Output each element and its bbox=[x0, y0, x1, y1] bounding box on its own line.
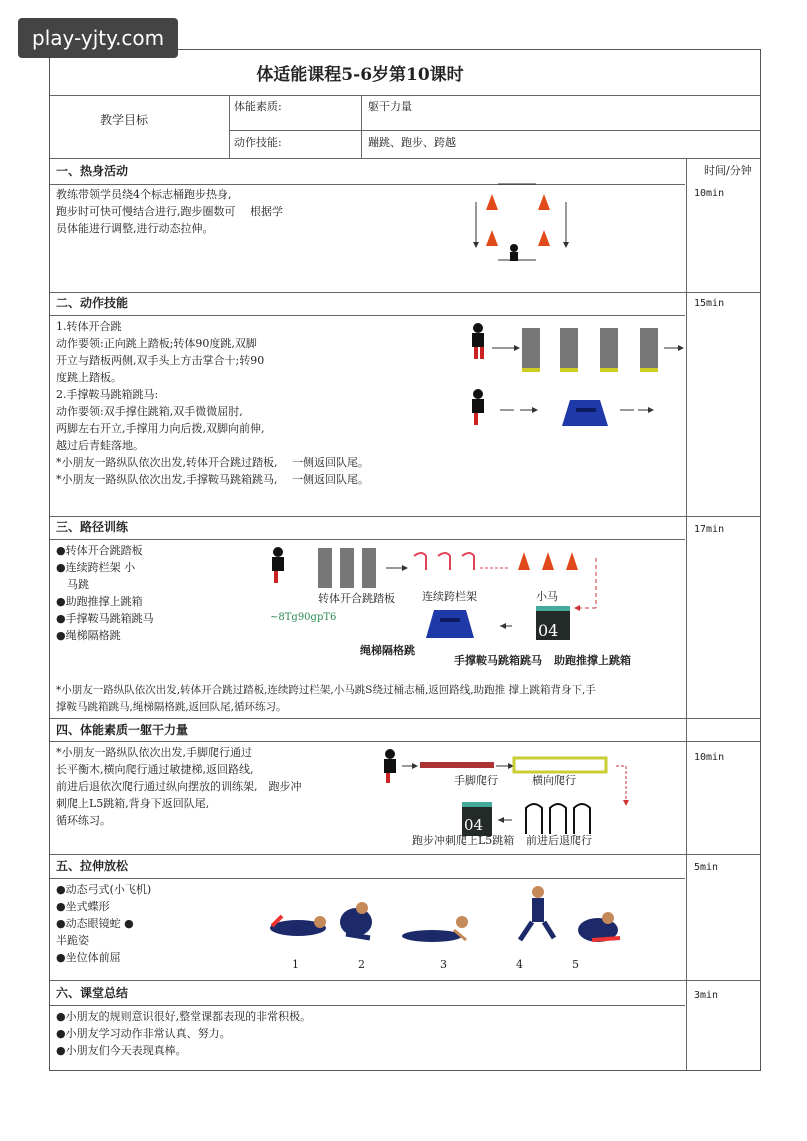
section-time: 3min bbox=[694, 990, 719, 1001]
goal-label: 教学目标 bbox=[100, 113, 149, 127]
pose-number: 5 bbox=[572, 958, 579, 971]
pose-number: 4 bbox=[516, 958, 523, 971]
section-time: 15min bbox=[694, 298, 725, 309]
lesson-plan-table bbox=[49, 49, 761, 1071]
page-title: 体适能课程5-6岁第10课时 bbox=[256, 65, 464, 85]
section-title: 三、路径训练 bbox=[56, 520, 129, 534]
route-code: ~8Tg90gpT6 bbox=[270, 612, 337, 623]
section-title: 四、体能素质一躯干力量 bbox=[56, 723, 189, 737]
horse-label: 小马 bbox=[536, 590, 558, 603]
warmup-cones-diagram bbox=[470, 182, 580, 268]
pose-number: 1 bbox=[292, 958, 299, 971]
route-diagram bbox=[266, 540, 631, 667]
section-text: 教练带领学员绕4个标志桶跑步热身, 跑步时可快可慢结合进行,跑步圈数可 根据学 员体能进行调整,进行动态拉伸。 bbox=[56, 188, 283, 235]
section-text: ●小朋友的规则意识很好,整堂课都表现的非常积极。 ●小朋友学习动作非常认真、努力。 ●小朋友们今天表现真棒。 bbox=[56, 1010, 312, 1057]
quality-label: 体能素质: bbox=[234, 100, 282, 113]
box-number: 04 bbox=[538, 621, 559, 640]
trunk-strength-diagram bbox=[376, 744, 636, 847]
skill-value: 蹦跳、跑步、跨越 bbox=[368, 136, 456, 149]
quality-value: 躯干力量 bbox=[368, 100, 412, 113]
route-note: *小朋友一路纵队依次出发,转体开合跳过踏板,连续跨过栏架,小马跳S绕过桶志桶,返回路线,助跑推 撑上跳箱背身下,手 撑鞍马跳箱跳马,绳梯隔格跳,返回队尾,循环练习。 bbox=[56, 684, 596, 713]
section-time: 10min bbox=[694, 752, 725, 763]
watermark: play-yjty.com bbox=[18, 18, 178, 58]
section-title: 二、动作技能 bbox=[56, 296, 129, 310]
ladder-label: 绳梯隔格跳 bbox=[360, 644, 415, 657]
section-text: ●动态弓式(小飞机) ●坐式蝶形 ●动态眼镜蛇 ● 半跪姿 ●坐位体前屈 bbox=[56, 883, 152, 964]
skill-label: 动作技能: bbox=[234, 136, 282, 149]
section-title: 六、课堂总结 bbox=[56, 986, 129, 1000]
section-text: 1.转体开合跳 动作要领:正向跳上踏板;转体90度跳,双脚 开立与踏板两侧,双手头上方击掌合十;转90 度跳上踏板。 2.手撑鞍马跳箱跳马: 动作要领:双手撑住跳箱,双手微微屈肘, 两脚左右开立,手撑用力向后拨,双脚向前伸, 越过后青蛙落地。 *小朋友一路纵队依次出发,转体开合跳过踏板, 一侧返回队尾。 *小朋友一路纵队依次出发,手撑鞍马跳箱跳马, 一侧返回队尾。 bbox=[56, 320, 369, 486]
side-crawl-label: 横向爬行 bbox=[532, 774, 576, 787]
section-title: 一、热身活动 bbox=[56, 164, 129, 178]
board-label: 转体开合跳踏板 bbox=[318, 592, 395, 605]
section-time: 10min bbox=[694, 188, 725, 199]
section-time: 17min bbox=[694, 524, 725, 535]
stretch-poses-diagram bbox=[262, 882, 622, 974]
box-number: 04 bbox=[464, 816, 484, 834]
pose-number: 3 bbox=[440, 958, 447, 971]
hurdle-label: 连续跨栏架 bbox=[422, 590, 477, 603]
sprint-label: 跑步冲刺爬上L5跳箱 bbox=[412, 834, 515, 847]
time-column-header: 时间/分钟 bbox=[704, 164, 752, 177]
section-text: *小朋友一路纵队依次出发,手脚爬行通过 长平衡木,横向爬行通过敏捷梯,返回路线, 前进后退依次爬行通过纵向摆放的训练架, 跑步冲 刺爬上L5跳箱,背身下返回队尾, 循环练习。 bbox=[56, 746, 302, 827]
frame-crawl-label: 前进后退爬行 bbox=[526, 834, 592, 847]
section-title: 五、拉伸放松 bbox=[56, 859, 129, 873]
box-label: 助跑推撑上跳箱 bbox=[554, 654, 631, 667]
pose-number: 2 bbox=[358, 958, 365, 971]
section-time: 5min bbox=[694, 862, 719, 873]
section-text: ●转体开合跳踏板 ●连续跨栏架 小 马跳 ●助跑推撑上跳箱 ●手撑鞍马跳箱跳马 ●绳梯隔格跳 bbox=[56, 544, 154, 642]
crawl-label: 手脚爬行 bbox=[454, 774, 498, 787]
vault-label: 手撑鞍马跳箱跳马 bbox=[454, 654, 542, 667]
skill-diagram bbox=[460, 318, 688, 438]
